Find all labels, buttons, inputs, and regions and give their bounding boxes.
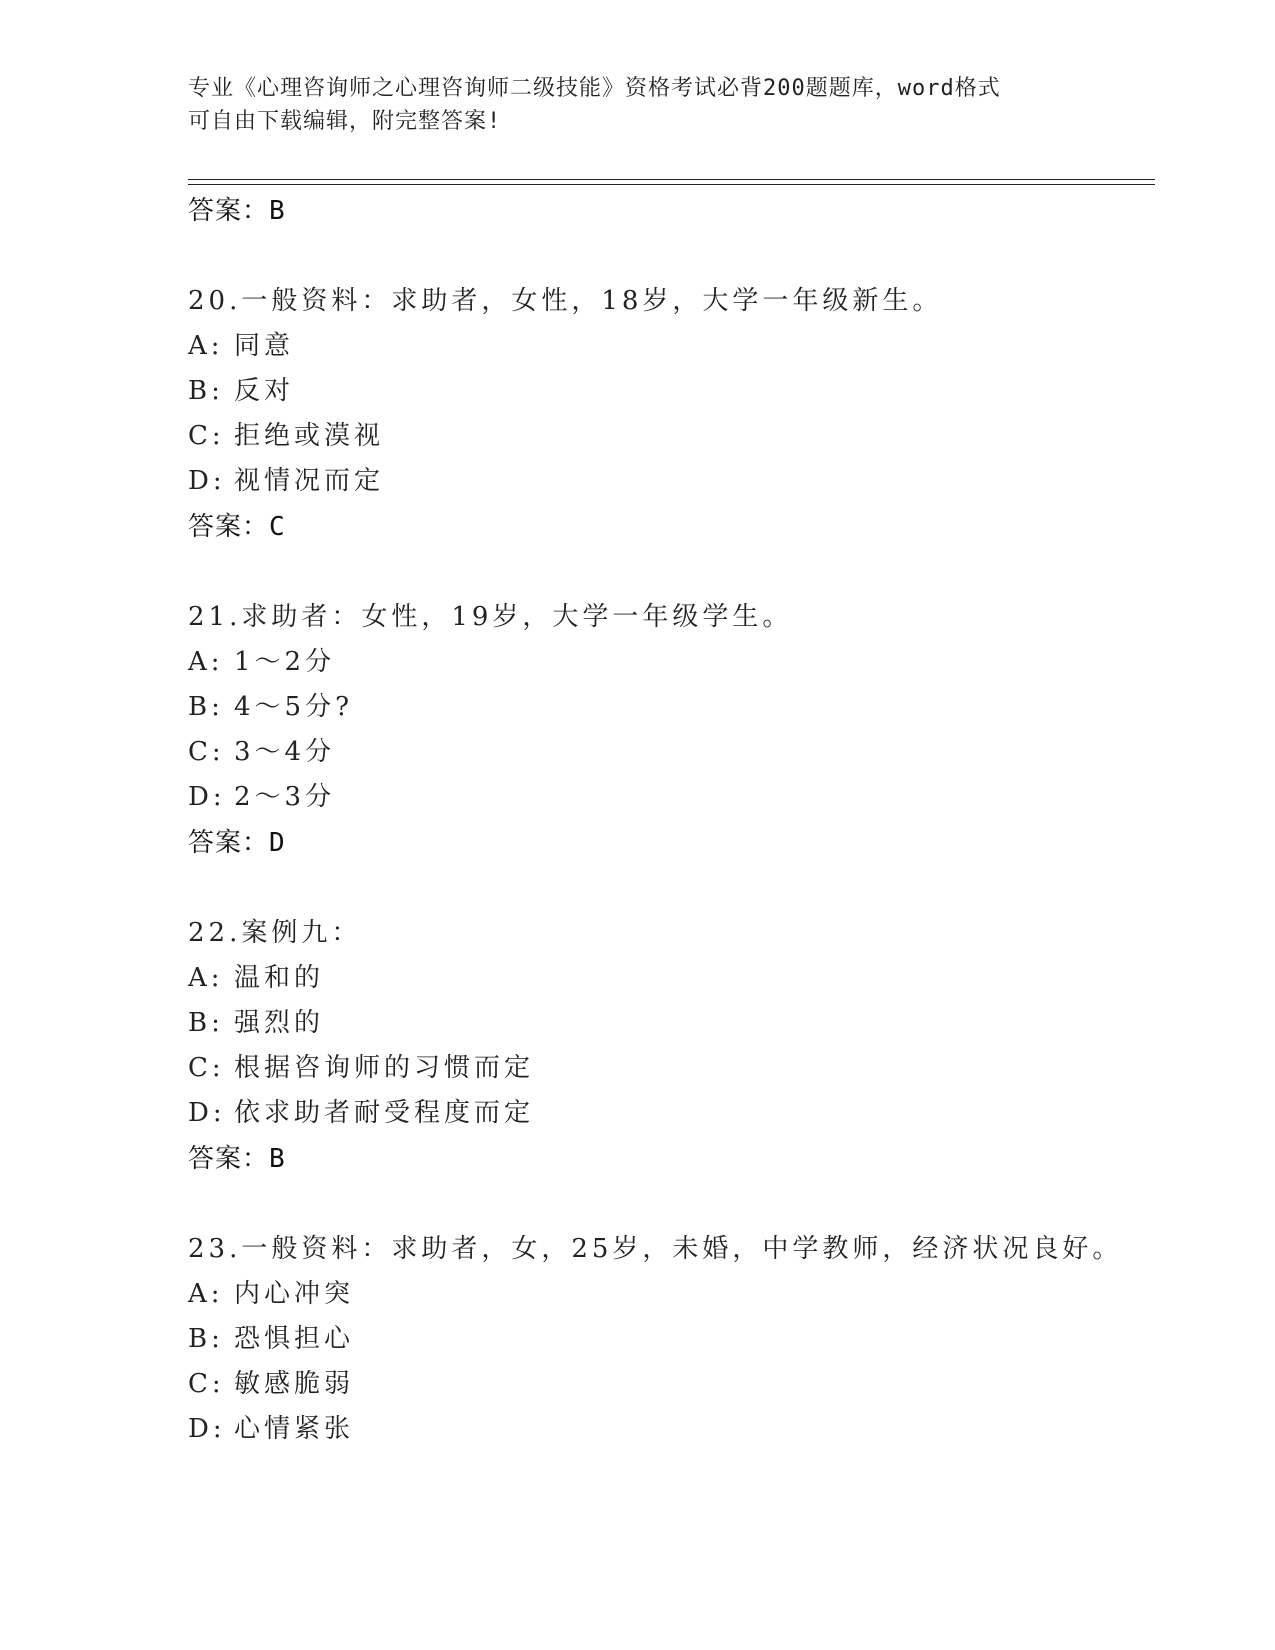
option-letter: C: (188, 1053, 225, 1083)
option-a (188, 956, 1148, 1001)
option-letter: D: (188, 466, 226, 496)
question-list (188, 188, 1148, 1452)
option-text: 根据咨询师的习惯而定 (234, 1053, 535, 1083)
option-text: 反对 (234, 376, 295, 406)
option-b (188, 1001, 1148, 1046)
option-a (188, 324, 1148, 369)
question-title: 20.一般资料：求助者，女性，18岁，大学一年级新生。 (188, 286, 943, 316)
option-text: 3～4分 (234, 737, 336, 767)
header-divider-bottom (188, 184, 1155, 185)
option-text: 敏感脆弱 (234, 1369, 355, 1399)
option-text: 温和的 (234, 963, 325, 993)
option-text: 心情紧张 (234, 1414, 355, 1444)
header-line-1: 专业《心理咨询师之心理咨询师二级技能》资格考试必背200题题库，word格式 (188, 76, 1001, 101)
option-text: 4～5分? (234, 692, 354, 722)
option-a (188, 640, 1148, 685)
option-letter: A: (188, 331, 224, 361)
option-letter: A: (188, 647, 224, 677)
option-text: 恐惧担心 (234, 1324, 355, 1354)
option-text: 2～3分 (234, 782, 336, 812)
option-c (188, 1362, 1148, 1407)
option-c (188, 414, 1148, 459)
question-title: 23.一般资料：求助者，女，25岁，未婚，中学教师，经济状况良好。 (188, 1234, 1123, 1264)
option-b (188, 1317, 1148, 1362)
option-b (188, 685, 1148, 730)
answer-line: 答案：B (188, 1144, 286, 1174)
option-text: 同意 (234, 331, 295, 361)
option-letter: D: (188, 782, 226, 812)
option-letter: B: (188, 1324, 224, 1354)
question-block (188, 1226, 1148, 1452)
option-letter: A: (188, 963, 224, 993)
option-letter: D: (188, 1414, 226, 1444)
option-d (188, 775, 1148, 820)
question-block (188, 910, 1148, 1182)
option-text: 拒绝或漠视 (234, 421, 385, 451)
header-line-2: 可自由下载编辑，附完整答案! (188, 109, 502, 134)
header-divider-top (188, 179, 1155, 180)
option-letter: B: (188, 376, 224, 406)
question-title: 21.求助者：女性，19岁，大学一年级学生。 (188, 602, 793, 632)
option-text: 视情况而定 (234, 466, 385, 496)
option-d (188, 459, 1148, 504)
option-c (188, 730, 1148, 775)
answer-line: 答案：B (188, 196, 286, 226)
option-letter: C: (188, 1369, 225, 1399)
question-title: 22.案例九： (188, 918, 362, 948)
option-letter: B: (188, 692, 224, 722)
option-letter: B: (188, 1008, 224, 1038)
answer-line: 答案：D (188, 828, 286, 858)
option-b (188, 369, 1148, 414)
option-text: 内心冲突 (234, 1279, 355, 1309)
option-text: 强烈的 (234, 1008, 325, 1038)
option-letter: D: (188, 1098, 226, 1128)
answer-line: 答案：C (188, 512, 286, 542)
option-letter: A: (188, 1279, 224, 1309)
question-block (188, 278, 1148, 550)
option-text: 依求助者耐受程度而定 (234, 1098, 535, 1128)
option-d (188, 1091, 1148, 1136)
question-block (188, 594, 1148, 866)
option-letter: C: (188, 421, 225, 451)
option-c (188, 1046, 1148, 1091)
option-letter: C: (188, 737, 225, 767)
document-header (188, 72, 1088, 138)
option-a (188, 1272, 1148, 1317)
option-text: 1～2分 (234, 647, 336, 677)
option-d (188, 1407, 1148, 1452)
